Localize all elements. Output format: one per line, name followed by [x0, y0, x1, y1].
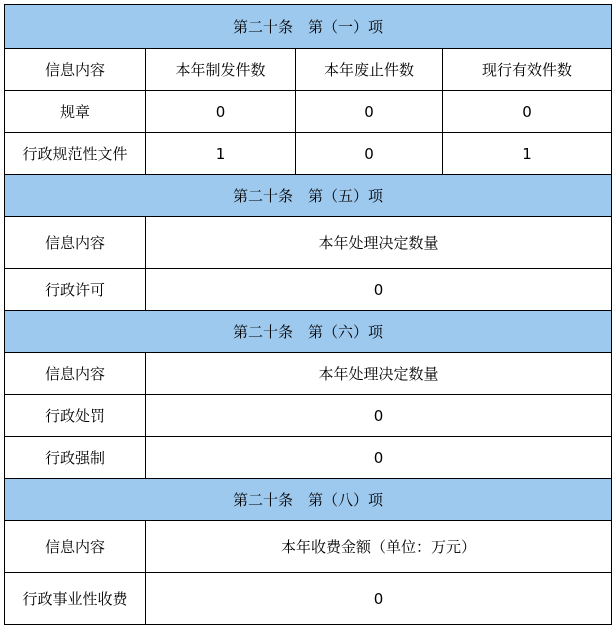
cell-value: 0 — [146, 437, 612, 479]
section-header — [5, 311, 612, 353]
column-header: 本年收费金额（单位：万元） — [146, 521, 612, 573]
table-row — [5, 91, 612, 133]
disclosure-table — [4, 4, 612, 625]
column-header: 本年废止件数 — [296, 49, 443, 91]
table-row — [5, 573, 612, 625]
section-title: 第二十条 第（六）项 — [5, 311, 612, 353]
cell-value: 0 — [443, 91, 612, 133]
row-label: 规章 — [5, 91, 146, 133]
cell-value: 1 — [443, 133, 612, 175]
column-header-row — [5, 217, 612, 269]
cell-value: 0 — [296, 91, 443, 133]
section-title: 第二十条 第（八）项 — [5, 479, 612, 521]
section-header — [5, 175, 612, 217]
column-header-row — [5, 49, 612, 91]
cell-value: 0 — [296, 133, 443, 175]
cell-value: 0 — [146, 91, 296, 133]
table-row — [5, 133, 612, 175]
column-header: 信息内容 — [5, 521, 146, 573]
cell-value: 0 — [146, 269, 612, 311]
cell-value: 0 — [146, 395, 612, 437]
column-header: 信息内容 — [5, 49, 146, 91]
column-header: 本年处理决定数量 — [146, 217, 612, 269]
column-header: 信息内容 — [5, 217, 146, 269]
section-header — [5, 5, 612, 49]
column-header: 本年处理决定数量 — [146, 353, 612, 395]
table-row — [5, 395, 612, 437]
column-header: 信息内容 — [5, 353, 146, 395]
row-label: 行政处罚 — [5, 395, 146, 437]
row-label: 行政许可 — [5, 269, 146, 311]
cell-value: 0 — [146, 573, 612, 625]
table-row — [5, 269, 612, 311]
table-row — [5, 437, 612, 479]
column-header: 本年制发件数 — [146, 49, 296, 91]
row-label: 行政强制 — [5, 437, 146, 479]
column-header: 现行有效件数 — [443, 49, 612, 91]
column-header-row — [5, 521, 612, 573]
section-title: 第二十条 第（一）项 — [5, 5, 612, 49]
column-header-row — [5, 353, 612, 395]
row-label: 行政规范性文件 — [5, 133, 146, 175]
section-title: 第二十条 第（五）项 — [5, 175, 612, 217]
row-label: 行政事业性收费 — [5, 573, 146, 625]
section-header — [5, 479, 612, 521]
cell-value: 1 — [146, 133, 296, 175]
